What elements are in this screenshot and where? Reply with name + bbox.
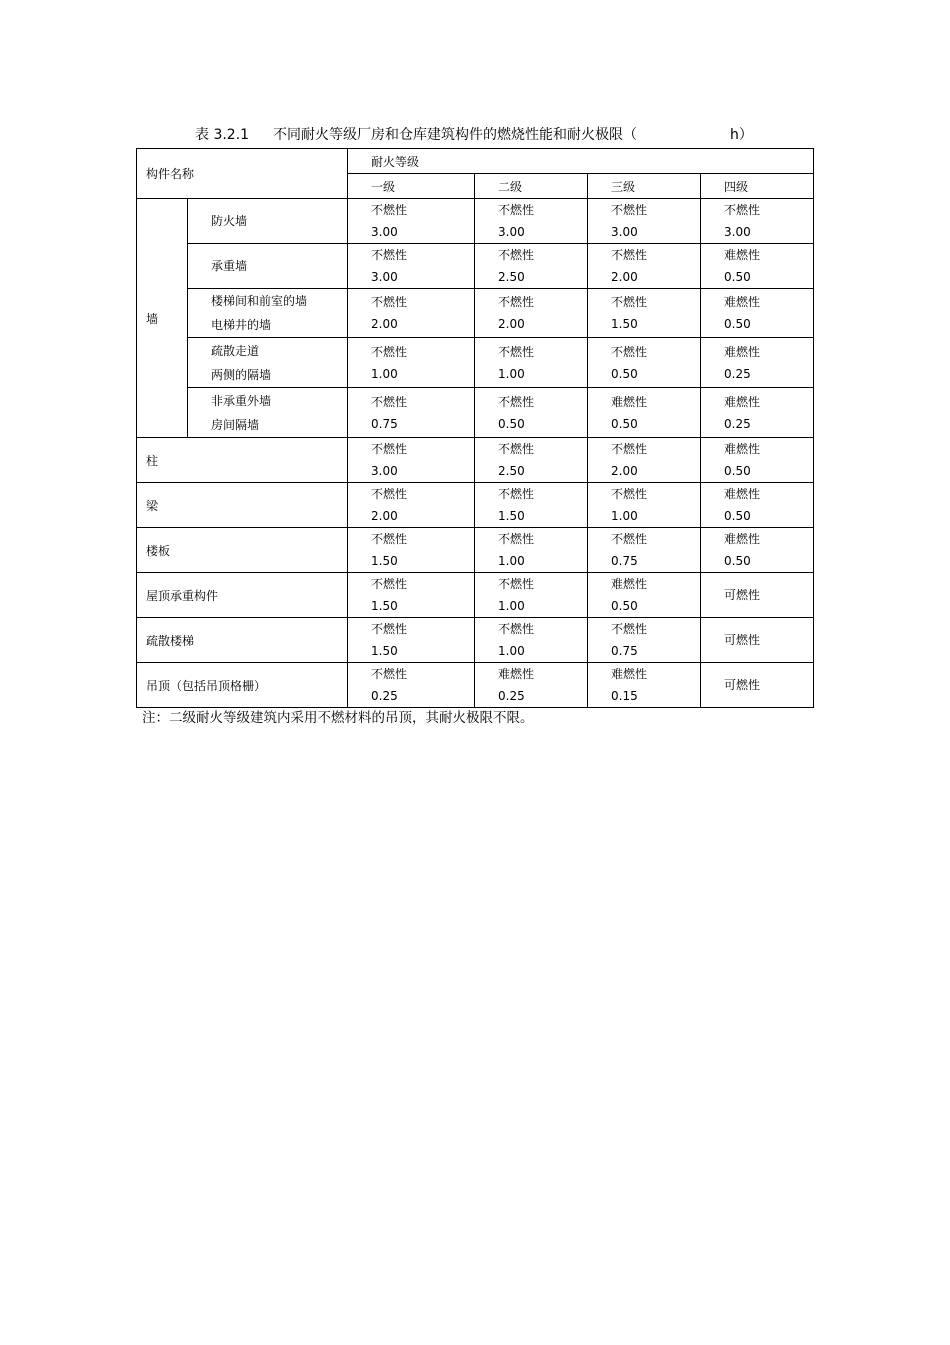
- fire-limit-value: 0.50: [724, 464, 751, 478]
- combustibility-value: 不燃性: [611, 622, 648, 636]
- grade-3-cell: [588, 388, 701, 438]
- combustibility-value: 难燃性: [724, 442, 761, 456]
- grade-2-cell: [475, 483, 588, 528]
- grade-1-cell: [348, 573, 475, 618]
- header-fire-grade: 耐火等级: [348, 149, 814, 174]
- combustibility-value: 不燃性: [371, 532, 408, 546]
- grade-1-cell: [348, 663, 475, 708]
- fire-limit-value: 1.50: [371, 644, 398, 658]
- fire-limit-value: 1.00: [611, 509, 638, 523]
- grade-2-cell: [475, 438, 588, 483]
- table-row: [137, 289, 814, 338]
- header-grade-1: 一级: [348, 174, 475, 199]
- grade-4-cell: [701, 663, 814, 708]
- combustibility-value: 不燃性: [611, 532, 648, 546]
- grade-1-cell: [348, 438, 475, 483]
- fire-limit-value: 0.50: [724, 509, 751, 523]
- combustibility-value: 不燃性: [498, 295, 535, 309]
- component-name: 吊顶（包括吊顶格栅）: [137, 663, 348, 708]
- combustibility-value: 不燃性: [371, 442, 408, 456]
- fire-limit-value: 2.00: [611, 270, 638, 284]
- grade-4-cell: [701, 438, 814, 483]
- component-name: 楼板: [137, 528, 348, 573]
- combustibility-value: 不燃性: [611, 203, 648, 217]
- wall-type-line: 楼梯间和前室的墙: [211, 294, 308, 308]
- fire-limit-value: 0.50: [611, 599, 638, 613]
- grade-3-cell: [588, 199, 701, 244]
- grade-1-cell: [348, 483, 475, 528]
- combustibility-value: 不燃性: [611, 487, 648, 501]
- fire-limit-value: 2.00: [611, 464, 638, 478]
- wall-type-name: [188, 244, 348, 289]
- fire-limit-value: 0.50: [724, 554, 751, 568]
- combustibility-value: 难燃性: [724, 394, 761, 409]
- grade-2-cell: [475, 573, 588, 618]
- table-row: [137, 483, 814, 528]
- grade-4-cell: [701, 199, 814, 244]
- combustibility-value: 不燃性: [371, 394, 408, 409]
- fire-limit-value: 3.00: [724, 225, 751, 239]
- grade-1-cell: [348, 244, 475, 289]
- fire-limit-value: 0.75: [611, 644, 638, 658]
- grade-3-cell: [588, 438, 701, 483]
- table-row: [137, 199, 814, 244]
- grade-3-cell: [588, 528, 701, 573]
- combustibility-value: 不燃性: [498, 203, 535, 217]
- fire-limit-value: 1.50: [611, 317, 638, 331]
- header-grade-3: 三级: [588, 174, 701, 199]
- table-row: [137, 663, 814, 708]
- fire-limit-value: 0.50: [724, 270, 751, 284]
- component-name: 柱: [137, 438, 348, 483]
- grade-4-cell: [701, 618, 814, 663]
- wall-type-line: 防火墙: [211, 214, 248, 228]
- grade-4-cell: [701, 528, 814, 573]
- fire-limit-value: 0.50: [498, 416, 525, 431]
- wall-type-line: 电梯井的墙: [211, 318, 272, 332]
- fire-limit-value: 0.50: [611, 366, 638, 381]
- fire-limit-value: 0.75: [611, 554, 638, 568]
- combustibility-value: 不燃性: [498, 532, 535, 546]
- wall-type-name: [188, 199, 348, 244]
- fire-resistance-table: [136, 148, 814, 708]
- component-name: 梁: [137, 483, 348, 528]
- combustibility-value: 难燃性: [724, 532, 761, 546]
- combustibility-value: 难燃性: [611, 577, 648, 591]
- combustibility-value: 不燃性: [371, 295, 408, 309]
- grade-3-cell: [588, 573, 701, 618]
- grade-1-cell: [348, 528, 475, 573]
- grade-4-cell: [701, 483, 814, 528]
- component-name: 屋顶承重构件: [137, 573, 348, 618]
- wall-type-line: 疏散走道: [211, 343, 260, 358]
- grade-1-cell: [348, 289, 475, 338]
- fire-limit-value: 1.00: [498, 554, 525, 568]
- wall-type-name: [188, 338, 348, 388]
- fire-limit-value: 2.00: [371, 317, 398, 331]
- grade-2-cell: [475, 618, 588, 663]
- fire-limit-value: 0.50: [724, 317, 751, 331]
- table-number: 表 3.2.1: [195, 127, 250, 143]
- fire-limit-value: 1.00: [498, 366, 525, 381]
- table-row: [137, 244, 814, 289]
- grade-3-cell: [588, 289, 701, 338]
- wall-group-label: 墙: [137, 199, 188, 438]
- fire-limit-value: 3.00: [611, 225, 638, 239]
- combustibility-value: 不燃性: [498, 248, 535, 262]
- combustibility-value: 难燃性: [724, 248, 761, 262]
- fire-limit-value: 2.00: [498, 317, 525, 331]
- combustibility-value: 难燃性: [724, 487, 761, 501]
- fire-limit-value: 0.25: [498, 689, 525, 703]
- fire-limit-value: 2.50: [498, 270, 525, 284]
- grade-4-cell: [701, 289, 814, 338]
- table-row: [137, 618, 814, 663]
- fire-limit-value: 1.00: [498, 599, 525, 613]
- combustibility-value: 难燃性: [611, 667, 648, 681]
- wall-type-name: [188, 289, 348, 338]
- grade-1-cell: [348, 618, 475, 663]
- grade-3-cell: [588, 483, 701, 528]
- fire-limit-value: 3.00: [371, 464, 398, 478]
- wall-type-line: 承重墙: [211, 259, 248, 273]
- grade-4-cell: [701, 244, 814, 289]
- grade-4-cell: [701, 338, 814, 388]
- combustibility-value: 可燃性: [724, 588, 761, 602]
- wall-type-line: 两侧的隔墙: [211, 367, 272, 382]
- grade-2-cell: [475, 244, 588, 289]
- combustibility-value: 可燃性: [724, 678, 761, 692]
- combustibility-value: 不燃性: [611, 248, 648, 262]
- fire-limit-value: 2.50: [498, 464, 525, 478]
- header-grade-4: 四级: [701, 174, 814, 199]
- grade-2-cell: [475, 338, 588, 388]
- combustibility-value: 不燃性: [498, 344, 535, 359]
- combustibility-value: 不燃性: [611, 295, 648, 309]
- combustibility-value: 不燃性: [724, 203, 761, 217]
- header-grade-2: 二级: [475, 174, 588, 199]
- combustibility-value: 难燃性: [724, 295, 761, 309]
- table-row: [137, 338, 814, 388]
- component-name: 疏散楼梯: [137, 618, 348, 663]
- table-row: [137, 528, 814, 573]
- grade-1-cell: [348, 338, 475, 388]
- fire-limit-value: 1.50: [371, 599, 398, 613]
- grade-1-cell: [348, 388, 475, 438]
- grade-2-cell: [475, 289, 588, 338]
- combustibility-value: 不燃性: [371, 203, 408, 217]
- grade-3-cell: [588, 338, 701, 388]
- grade-3-cell: [588, 244, 701, 289]
- grade-2-cell: [475, 528, 588, 573]
- fire-limit-value: 0.75: [371, 416, 398, 431]
- table-row: [137, 573, 814, 618]
- combustibility-value: 难燃性: [498, 667, 535, 681]
- grade-4-cell: [701, 573, 814, 618]
- fire-limit-value: 3.00: [498, 225, 525, 239]
- grade-2-cell: [475, 663, 588, 708]
- grade-3-cell: [588, 618, 701, 663]
- wall-type-line: 房间隔墙: [211, 417, 260, 432]
- wall-type-line: 非承重外墙: [211, 393, 272, 408]
- wall-type-name: [188, 388, 348, 438]
- fire-limit-value: 2.00: [371, 509, 398, 523]
- combustibility-value: 难燃性: [611, 394, 648, 409]
- fire-limit-value: 0.25: [724, 416, 751, 431]
- fire-limit-value: 3.00: [371, 225, 398, 239]
- combustibility-value: 不燃性: [371, 248, 408, 262]
- combustibility-value: 不燃性: [498, 394, 535, 409]
- combustibility-value: 不燃性: [498, 442, 535, 456]
- table-row: [137, 388, 814, 438]
- combustibility-value: 不燃性: [611, 442, 648, 456]
- fire-limit-value: 1.00: [498, 644, 525, 658]
- fire-limit-value: 3.00: [371, 270, 398, 284]
- combustibility-value: 不燃性: [498, 577, 535, 591]
- combustibility-value: 不燃性: [611, 344, 648, 359]
- table-row: [137, 438, 814, 483]
- fire-limit-value: 0.15: [611, 689, 638, 703]
- table-note: 注：二级耐火等级建筑内采用不燃材料的吊顶，其耐火极限不限。: [142, 710, 534, 726]
- combustibility-value: 不燃性: [371, 344, 408, 359]
- grade-3-cell: [588, 663, 701, 708]
- fire-limit-value: 0.25: [371, 689, 398, 703]
- combustibility-value: 不燃性: [371, 487, 408, 501]
- combustibility-value: 不燃性: [371, 667, 408, 681]
- combustibility-value: 不燃性: [498, 487, 535, 501]
- fire-limit-value: 0.25: [724, 366, 751, 381]
- combustibility-value: 不燃性: [498, 622, 535, 636]
- table-unit: h）: [730, 127, 753, 143]
- fire-limit-value: 1.00: [371, 366, 398, 381]
- combustibility-value: 不燃性: [371, 577, 408, 591]
- fire-limit-value: 1.50: [371, 554, 398, 568]
- fire-limit-value: 0.50: [611, 416, 638, 431]
- grade-2-cell: [475, 388, 588, 438]
- grade-4-cell: [701, 388, 814, 438]
- combustibility-value: 可燃性: [724, 633, 761, 647]
- fire-limit-value: 1.50: [498, 509, 525, 523]
- grade-2-cell: [475, 199, 588, 244]
- combustibility-value: 不燃性: [371, 622, 408, 636]
- combustibility-value: 难燃性: [724, 344, 761, 359]
- table-title: 不同耐火等级厂房和仓库建筑构件的燃烧性能和耐火极限（: [273, 127, 637, 143]
- header-component-name: 构件名称: [137, 149, 348, 199]
- grade-1-cell: [348, 199, 475, 244]
